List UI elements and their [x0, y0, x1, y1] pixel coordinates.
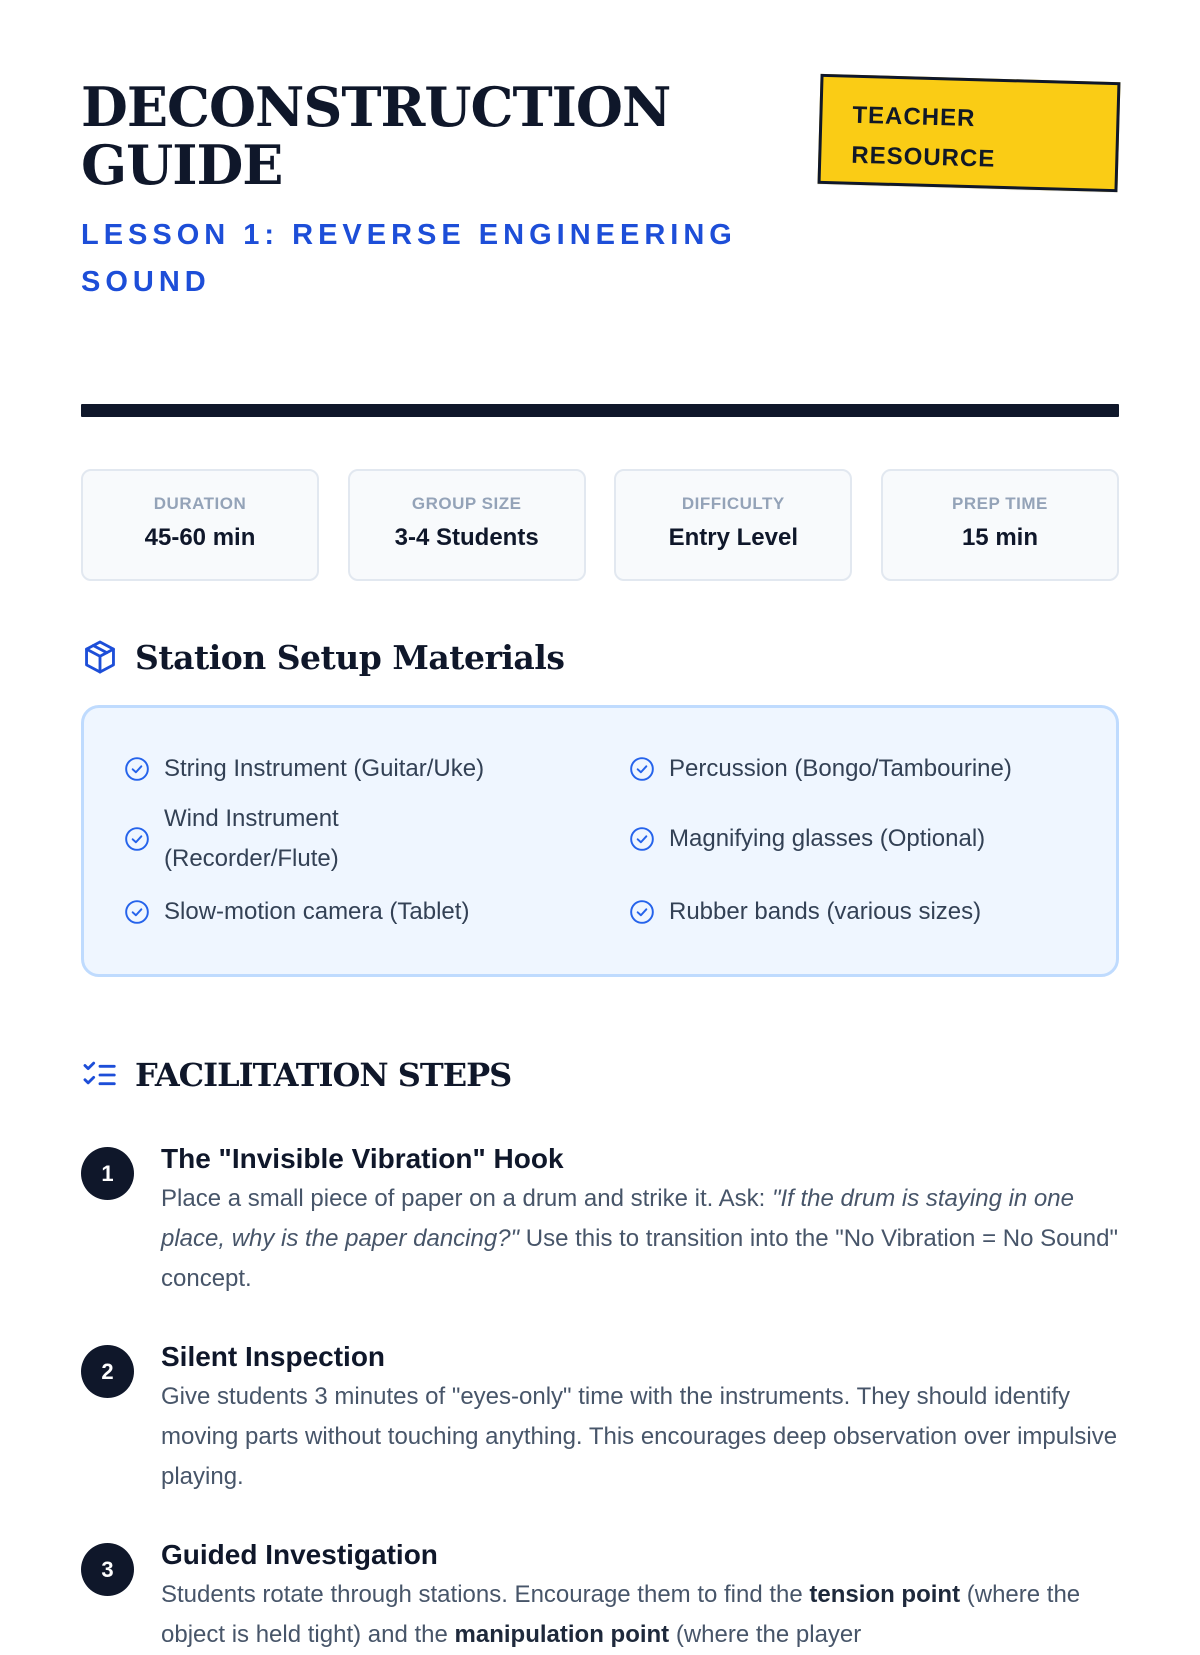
check-circle-icon — [124, 756, 150, 782]
step-text: Students rotate through stations. Encourage them to find the — [161, 1581, 810, 1608]
materials-list — [124, 744, 1076, 940]
step-title: The "Invisible Vibration" Hook — [161, 1143, 564, 1174]
step-keyword: manipulation point — [454, 1621, 670, 1648]
step-number-badge: 2 — [81, 1345, 134, 1398]
stat-label: GROUP SIZE — [411, 494, 522, 513]
lesson-subtitle — [81, 212, 761, 306]
stat-card-group-size — [348, 469, 586, 581]
step-text: Place a small piece of paper on a drum and strike it. Ask: — [161, 1185, 772, 1212]
step-description — [161, 1179, 1119, 1299]
step-keyword: tension point — [809, 1581, 961, 1608]
check-circle-icon — [124, 899, 150, 925]
box-icon — [81, 638, 119, 676]
stat-card-difficulty — [614, 469, 852, 581]
material-label: Slow-motion camera (Tablet) — [164, 898, 470, 925]
list-item — [629, 884, 1089, 940]
steps-heading — [81, 1055, 1119, 1095]
title-line-2: GUIDE — [81, 133, 283, 197]
page-header — [81, 0, 1119, 318]
materials-title: Station Setup Materials — [135, 637, 565, 677]
stat-value: 15 min — [961, 524, 1038, 551]
subtitle-line-2: SOUND — [81, 266, 211, 298]
step-item-2 — [81, 1337, 1119, 1497]
step-text: (where the object is held tight) and the — [161, 1581, 1081, 1648]
step-title: Guided Investigation — [161, 1539, 438, 1570]
materials-heading — [81, 637, 1119, 677]
step-item-3 — [81, 1535, 1119, 1655]
badge-line-1: TEACHER — [852, 101, 976, 133]
teacher-resource-badge — [818, 74, 1121, 192]
check-circle-icon — [629, 899, 655, 925]
material-label: String Instrument (Guitar/Uke) — [164, 755, 485, 782]
list-item — [124, 744, 629, 794]
lesson-stats — [81, 469, 1119, 581]
header-divider — [81, 404, 1119, 417]
step-text: Use this to transition into the "No Vibration = No Sound" concept. — [161, 1225, 1119, 1292]
list-item — [629, 744, 1089, 794]
stat-card-duration — [81, 469, 319, 581]
stat-value: Entry Level — [668, 524, 798, 551]
check-circle-icon — [629, 756, 655, 782]
step-item-1 — [81, 1139, 1119, 1299]
stat-label: PREP TIME — [952, 494, 1048, 513]
steps-title: FACILITATION STEPS — [135, 1056, 512, 1094]
list-item — [124, 884, 629, 940]
check-circle-icon — [124, 826, 150, 852]
material-label: Wind Instrument (Recorder/Flute) — [164, 805, 339, 872]
subtitle-line-1: LESSON 1: REVERSE ENGINEERING — [81, 219, 737, 251]
step-quote: "If the drum is staying in one place, why is the paper dancing?" — [161, 1185, 1074, 1252]
stat-label: DURATION — [153, 494, 247, 513]
stat-value: 45-60 min — [144, 524, 256, 551]
step-title: Silent Inspection — [161, 1341, 386, 1372]
list-item — [629, 794, 1089, 884]
step-number-badge: 3 — [81, 1543, 134, 1596]
materials-box — [81, 705, 1119, 977]
title-line-1: DECONSTRUCTION — [81, 75, 671, 139]
material-label: Percussion (Bongo/Tambourine) — [669, 755, 1012, 782]
check-circle-icon — [629, 826, 655, 852]
stat-value: 3-4 Students — [394, 524, 539, 551]
step-text: (where the player — [669, 1621, 862, 1648]
material-label: Rubber bands (various sizes) — [669, 898, 982, 925]
stat-card-prep-time — [881, 469, 1119, 581]
step-description — [161, 1575, 1119, 1655]
stat-label: DIFFICULTY — [681, 494, 785, 513]
step-description: Give students 3 minutes of "eyes-only" time with the instruments. They should identify moving parts without touching anything. This encourages deep observation over impulsive playing. — [161, 1383, 1118, 1490]
list-item — [124, 794, 629, 884]
badge-line-2: RESOURCE — [850, 141, 996, 173]
material-label: Magnifying glasses (Optional) — [669, 825, 986, 852]
step-number-badge: 1 — [81, 1147, 134, 1200]
page-title — [81, 75, 721, 197]
checklist-icon — [81, 1056, 119, 1094]
